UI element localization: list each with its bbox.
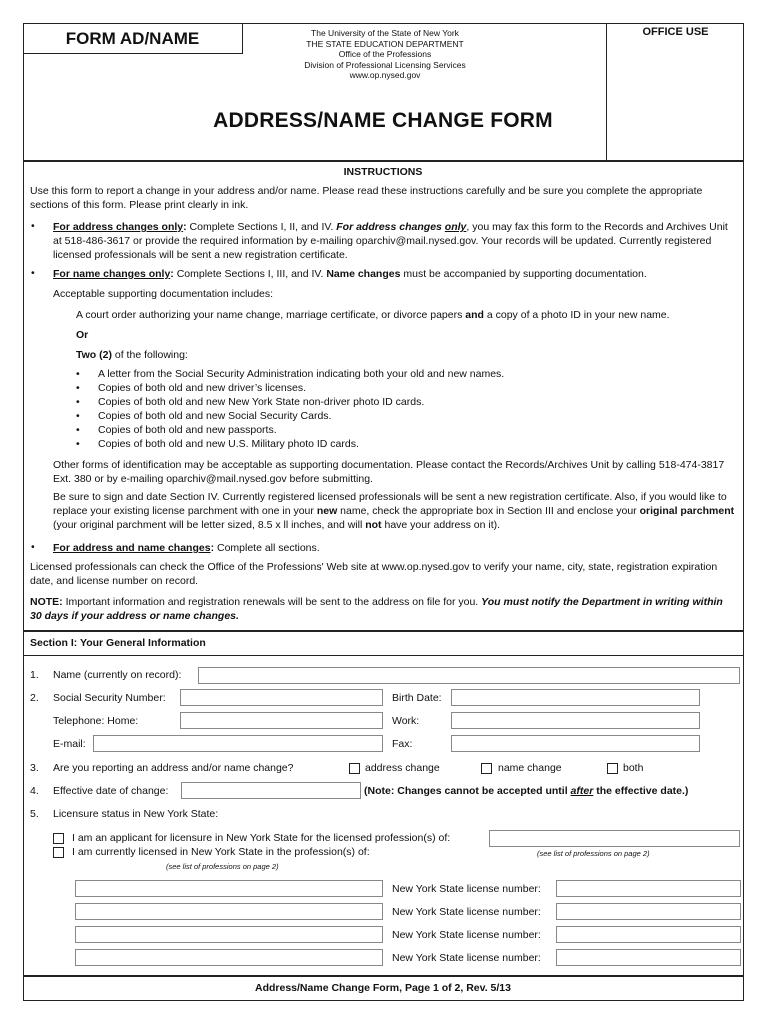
agency-line: Division of Professional Licensing Services — [304, 59, 466, 70]
q3-number: 3. — [30, 762, 39, 774]
address-change-label: address change — [365, 762, 440, 774]
court-order-text: A court order authorizing your name change, marriage certificate, or divorce papers and a copy of a photo ID in your new name. — [76, 309, 670, 321]
fax-label: Fax: — [392, 738, 413, 750]
form-id: FORM AD/NAME — [23, 23, 243, 54]
effective-date-input[interactable] — [181, 782, 361, 799]
q4-number: 4. — [30, 785, 39, 797]
q2-number: 2. — [30, 692, 39, 704]
license-number-input[interactable] — [556, 903, 741, 920]
name-change-label: name change — [498, 762, 562, 774]
birth-date-input[interactable] — [451, 689, 700, 706]
sign-date-text: Be sure to sign and date Section IV. Currently registered licensed professionals will be sent a new registration certificate. Also, if you would like to replace your existing license parchment with one in your new name, check the appropriate box in Section III and enclose your original parchment (your original parchment will be letter sized, 8.5 x ll inches, and will not have your address on it). — [53, 491, 735, 531]
list-item: • A letter from the Social Security Administration indicating both your old and new names. — [76, 368, 505, 380]
agency-line: Office of the Professions — [338, 49, 432, 59]
name-input[interactable] — [198, 667, 740, 684]
profession-input[interactable] — [75, 903, 383, 920]
list-item: • Copies of both old and new driver’s licenses. — [76, 382, 306, 394]
work-phone-input[interactable] — [451, 712, 700, 729]
change-type-label: Are you reporting an address and/or name change? — [53, 762, 294, 774]
applicant-profession-input[interactable] — [489, 830, 740, 847]
licensed-checkbox[interactable] — [53, 847, 64, 858]
address-only-paragraph: For address changes only: Complete Sections I, II, and IV. For address changes only, you may fax this form to the Records and Archives Unit at 518-486-3617 or provide the required information by e-mailing oparchiv@mail.nysed.gov. Your records will be updated. Currently registered licensed professionals will be sent a new registration certificate. — [53, 221, 728, 261]
licensure-status-label: Licensure status in New York State: — [53, 808, 219, 820]
ssn-label: Social Security Number: — [53, 692, 166, 704]
fax-input[interactable] — [451, 735, 700, 752]
document-list — [76, 367, 736, 451]
office-use-label: OFFICE USE — [642, 26, 709, 38]
home-phone-input[interactable] — [180, 712, 383, 729]
birth-date-label: Birth Date: — [392, 692, 442, 704]
section-divider — [23, 630, 744, 632]
see-list-note: (see list of professions on page 2) — [166, 862, 279, 871]
note-text: NOTE: Important information and registration renewals will be sent to the address on file for you. You must notify the Department in writing within 30 days if your address or name changes. — [30, 596, 723, 622]
list-item: • Copies of both old and new Social Security Cards. — [76, 410, 332, 422]
license-number-input[interactable] — [556, 949, 741, 966]
q1-number: 1. — [30, 669, 39, 681]
agency-line: THE STATE EDUCATION DEPARTMENT — [306, 38, 464, 49]
address-and-name-paragraph: For address and name changes: Complete all sections. — [53, 542, 320, 554]
header-divider — [23, 160, 744, 162]
email-input[interactable] — [93, 735, 383, 752]
page-title: ADDRESS/NAME CHANGE FORM — [213, 109, 553, 132]
effective-date-note: (Note: Changes cannot be accepted until after the effective date.) — [364, 785, 689, 797]
page-footer: Address/Name Change Form, Page 1 of 2, Rev. 5/13 — [255, 982, 511, 994]
license-number-label: New York State license number: — [392, 952, 541, 964]
license-number-input[interactable] — [556, 926, 741, 943]
profession-input[interactable] — [75, 880, 383, 897]
list-item: • Copies of both old and new U.S. Military photo ID cards. — [76, 438, 359, 450]
license-number-input[interactable] — [556, 880, 741, 897]
office-use-divider — [606, 23, 607, 161]
name-only-paragraph: For name changes only: Complete Sections I, III, and IV. Name changes must be accompanied by supporting documentation. — [53, 268, 647, 280]
list-item: • Copies of both old and new New York State non-driver photo ID cards. — [76, 396, 425, 408]
two-of-following: Two (2) of the following: — [76, 349, 188, 361]
online-check-text: Licensed professionals can check the Office of the Professions' Web site at www.op.nysed.gov to verify your name, city, state, registration expiration date, and license number on record. — [30, 561, 718, 587]
footer-divider — [23, 975, 744, 977]
both-label: both — [623, 762, 644, 774]
profession-input[interactable] — [75, 926, 383, 943]
license-number-label: New York State license number: — [392, 883, 541, 895]
work-label: Work: — [392, 715, 420, 727]
profession-input[interactable] — [75, 949, 383, 966]
section-divider — [23, 655, 744, 656]
agency-block — [260, 28, 510, 81]
name-change-checkbox[interactable] — [481, 763, 492, 774]
both-checkbox[interactable] — [607, 763, 618, 774]
agency-line: The University of the State of New York — [311, 28, 459, 38]
or-label: Or — [76, 329, 89, 341]
list-item: • Copies of both old and new passports. — [76, 424, 277, 436]
agency-url: www.op.nysed.gov — [349, 70, 421, 80]
license-number-label: New York State license number: — [392, 929, 541, 941]
acceptable-docs: Acceptable supporting documentation includes: — [53, 288, 274, 300]
bullet: • — [31, 541, 35, 553]
section1-heading: Section I: Your General Information — [30, 637, 206, 649]
q5-number: 5. — [30, 808, 39, 820]
see-list-note: (see list of professions on page 2) — [537, 849, 650, 858]
name-label: Name (currently on record): — [53, 669, 182, 681]
other-forms-text: Other forms of identification may be acceptable as supporting documentation. Please contact the Records/Archives Unit by calling 518-474-3817 Ext. 380 or by e-mailing oparchiv@mail.nysed.gov before submitting. — [53, 459, 725, 485]
address-change-checkbox[interactable] — [349, 763, 360, 774]
bullet: • — [31, 267, 35, 279]
telephone-home-label: Telephone: Home: — [53, 715, 139, 727]
email-label: E-mail: — [53, 738, 86, 750]
bullet: • — [31, 220, 35, 232]
license-number-label: New York State license number: — [392, 906, 541, 918]
instructions-intro: Use this form to report a change in your address and/or name. Please read these instructions carefully and be sure you complete the appropriate sections of this form. Please print clearly in ink. — [30, 185, 703, 211]
effective-date-label: Effective date of change: — [53, 785, 169, 797]
applicant-checkbox[interactable] — [53, 833, 64, 844]
instructions-heading: INSTRUCTIONS — [343, 166, 423, 178]
licensed-label: I am currently licensed in New York State in the profession(s) of: — [72, 846, 370, 858]
applicant-label: I am an applicant for licensure in New York State for the licensed profession(s) of: — [72, 832, 451, 844]
ssn-input[interactable] — [180, 689, 383, 706]
